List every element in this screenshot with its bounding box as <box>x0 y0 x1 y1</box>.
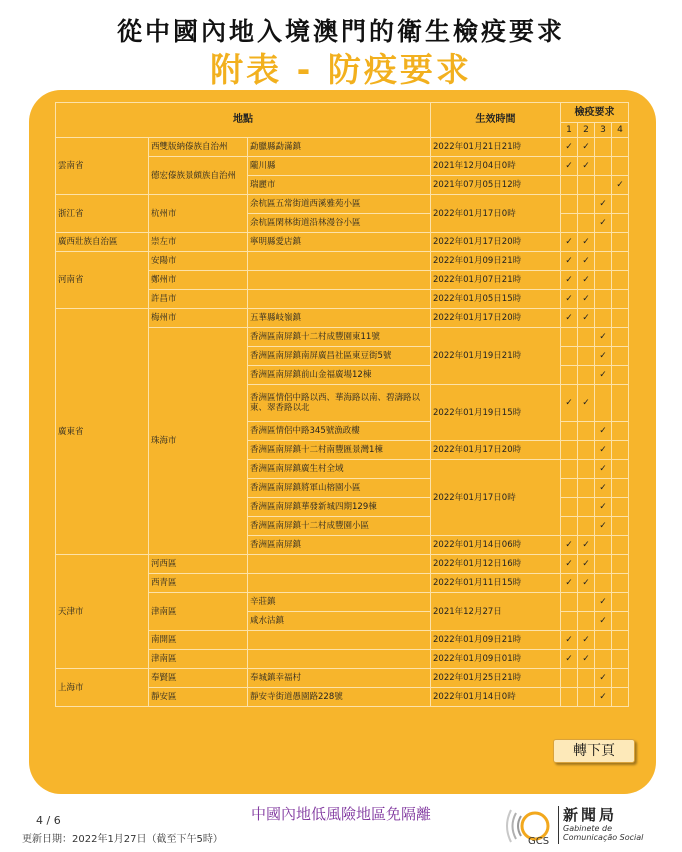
area-cell <box>248 555 431 574</box>
logo-divider <box>558 806 559 844</box>
check-cell <box>578 498 595 517</box>
check-cell <box>561 195 578 214</box>
logo-portuguese-name <box>563 824 643 842</box>
check-cell <box>595 290 612 309</box>
time-cell: 2022年01月09日21時 <box>431 252 561 271</box>
logo-pt-line-1: Gabinete de <box>563 824 612 833</box>
check-cell: ✓ <box>595 669 612 688</box>
area-cell: 香洲區南屏鎮華發新城四期129棟 <box>248 498 431 517</box>
page-number: 4 / 6 <box>36 814 61 827</box>
check-cell <box>612 347 629 366</box>
time-cell: 2022年01月19日21時 <box>431 328 561 385</box>
province-cell: 雲南省 <box>56 138 149 195</box>
check-cell: ✓ <box>595 593 612 612</box>
table-row <box>56 138 629 157</box>
check-cell <box>561 366 578 385</box>
check-cell <box>561 347 578 366</box>
check-cell <box>578 328 595 347</box>
header-place: 地點 <box>56 103 431 138</box>
check-cell <box>561 688 578 707</box>
check-cell: ✓ <box>595 347 612 366</box>
area-cell: 奉城鎮幸福村 <box>248 669 431 688</box>
check-cell <box>578 176 595 195</box>
city-cell: 安陽市 <box>149 252 248 271</box>
check-cell <box>612 631 629 650</box>
check-cell: ✓ <box>578 233 595 252</box>
city-cell: 西青區 <box>149 574 248 593</box>
check-cell <box>578 593 595 612</box>
check-cell <box>595 650 612 669</box>
table-row <box>56 252 629 271</box>
header-req-2: 2 <box>578 123 595 138</box>
check-cell: ✓ <box>595 479 612 498</box>
check-cell <box>612 479 629 498</box>
check-cell <box>612 555 629 574</box>
check-cell <box>612 233 629 252</box>
time-cell: 2021年12月04日0時 <box>431 157 561 176</box>
area-cell: 余杭區五常街道西溪雅苑小區 <box>248 195 431 214</box>
header-req-3: 3 <box>595 123 612 138</box>
check-cell <box>595 176 612 195</box>
area-cell: 香洲區南屏鎮十二村南豐匯景灣1棟 <box>248 441 431 460</box>
area-cell: 咸水沽鎮 <box>248 612 431 631</box>
header-req-4: 4 <box>612 123 629 138</box>
logo-chinese-name: 新聞局 <box>563 806 618 824</box>
check-cell: ✓ <box>578 385 595 422</box>
city-cell: 奉賢區 <box>149 669 248 688</box>
check-cell <box>561 214 578 233</box>
check-cell: ✓ <box>578 555 595 574</box>
next-page-button[interactable]: 轉下頁 <box>553 739 635 763</box>
check-cell <box>612 593 629 612</box>
check-cell: ✓ <box>578 631 595 650</box>
check-cell <box>612 612 629 631</box>
check-cell: ✓ <box>561 138 578 157</box>
check-cell <box>612 271 629 290</box>
check-cell <box>578 214 595 233</box>
province-cell: 廣西壯族自治區 <box>56 233 149 252</box>
check-cell <box>595 385 612 422</box>
time-cell: 2022年01月12日16時 <box>431 555 561 574</box>
city-cell: 許昌市 <box>149 290 248 309</box>
check-cell <box>612 328 629 347</box>
check-cell <box>578 688 595 707</box>
area-cell: 瑞麗市 <box>248 176 431 195</box>
area-cell <box>248 631 431 650</box>
time-cell: 2022年01月09日01時 <box>431 650 561 669</box>
check-cell <box>612 309 629 328</box>
check-cell <box>578 347 595 366</box>
check-cell <box>612 669 629 688</box>
area-cell: 靜安寺街道愚園路228號 <box>248 688 431 707</box>
check-cell <box>578 195 595 214</box>
area-cell <box>248 290 431 309</box>
area-cell <box>248 252 431 271</box>
header-time: 生效時間 <box>431 103 561 138</box>
check-cell <box>561 517 578 536</box>
check-cell: ✓ <box>578 650 595 669</box>
check-cell: ✓ <box>578 536 595 555</box>
time-cell: 2022年01月17日0時 <box>431 195 561 233</box>
svg-text:GCS: GCS <box>528 836 550 847</box>
check-cell: ✓ <box>561 271 578 290</box>
table-row <box>56 195 629 214</box>
time-cell: 2022年01月17日20時 <box>431 309 561 328</box>
check-cell <box>578 366 595 385</box>
check-cell: ✓ <box>578 574 595 593</box>
province-cell: 河南省 <box>56 252 149 309</box>
table-row <box>56 555 629 574</box>
area-cell: 勐臘縣勐滿鎮 <box>248 138 431 157</box>
check-cell: ✓ <box>578 138 595 157</box>
check-cell <box>578 441 595 460</box>
time-cell: 2022年01月05日15時 <box>431 290 561 309</box>
area-cell: 辛莊鎮 <box>248 593 431 612</box>
gcs-logo-icon <box>503 804 555 848</box>
page-subtitle: 附表 - 防疫要求 <box>210 50 472 89</box>
check-cell <box>578 612 595 631</box>
check-cell <box>595 233 612 252</box>
area-cell: 五華縣岐嶺鎮 <box>248 309 431 328</box>
footer-text: 中國內地低風險地區免隔離 <box>250 805 431 823</box>
province-cell: 天津市 <box>56 555 149 669</box>
check-cell <box>612 517 629 536</box>
check-cell: ✓ <box>595 460 612 479</box>
area-cell: 香洲區南屏鎮十二村成豐園東11號 <box>248 328 431 347</box>
check-cell: ✓ <box>595 422 612 441</box>
check-cell <box>612 366 629 385</box>
check-cell <box>595 631 612 650</box>
check-cell: ✓ <box>595 328 612 347</box>
check-cell: ✓ <box>595 612 612 631</box>
time-cell: 2022年01月11日15時 <box>431 574 561 593</box>
province-cell: 浙江省 <box>56 195 149 233</box>
city-cell: 靜安區 <box>149 688 248 707</box>
check-cell: ✓ <box>595 195 612 214</box>
city-cell: 崇左市 <box>149 233 248 252</box>
time-cell: 2022年01月19日15時 <box>431 385 561 441</box>
check-cell <box>612 290 629 309</box>
check-cell: ✓ <box>561 290 578 309</box>
check-cell <box>561 498 578 517</box>
area-cell: 寧明縣愛店鎮 <box>248 233 431 252</box>
city-cell: 津南區 <box>149 593 248 631</box>
check-cell: ✓ <box>595 688 612 707</box>
check-cell <box>561 441 578 460</box>
area-cell: 香洲區南屏鎮十二村成豐園小區 <box>248 517 431 536</box>
time-cell: 2022年01月09日21時 <box>431 631 561 650</box>
check-cell <box>561 479 578 498</box>
area-cell: 香洲區情侶中路以西、華海路以南、碧濤路以東、翠香路以北 <box>248 385 431 422</box>
check-cell: ✓ <box>595 214 612 233</box>
check-cell <box>595 252 612 271</box>
area-cell: 香洲區南屏鎮 <box>248 536 431 555</box>
check-cell <box>595 574 612 593</box>
check-cell: ✓ <box>578 252 595 271</box>
logo-pt-line-2: Comunicação Social <box>563 833 644 842</box>
area-cell: 香洲區南屏鎮將軍山榕園小區 <box>248 479 431 498</box>
page-title: 從中國內地入境澳門的衛生檢疫要求 <box>116 17 565 46</box>
area-cell <box>248 574 431 593</box>
check-cell <box>612 650 629 669</box>
check-cell <box>595 536 612 555</box>
check-cell: ✓ <box>595 498 612 517</box>
table-row <box>56 309 629 328</box>
check-cell <box>578 669 595 688</box>
check-cell <box>578 422 595 441</box>
check-cell <box>612 138 629 157</box>
city-cell: 津南區 <box>149 650 248 669</box>
check-cell: ✓ <box>561 574 578 593</box>
check-cell <box>612 385 629 422</box>
area-cell <box>248 650 431 669</box>
city-cell: 德宏傣族景頗族自治州 <box>149 157 248 195</box>
time-cell: 2022年01月17日20時 <box>431 233 561 252</box>
check-cell: ✓ <box>561 252 578 271</box>
area-cell: 香洲區南屏鎮前山金福廣場12棟 <box>248 366 431 385</box>
check-cell: ✓ <box>561 157 578 176</box>
check-cell <box>612 441 629 460</box>
time-cell: 2022年01月07日21時 <box>431 271 561 290</box>
time-cell: 2021年12月27日 <box>431 593 561 631</box>
check-cell <box>561 328 578 347</box>
area-cell <box>248 271 431 290</box>
table-row <box>56 233 629 252</box>
check-cell: ✓ <box>561 536 578 555</box>
check-cell <box>595 309 612 328</box>
time-cell: 2022年01月14日06時 <box>431 536 561 555</box>
gcs-logo <box>503 802 673 846</box>
check-cell <box>612 157 629 176</box>
check-cell <box>612 688 629 707</box>
city-cell: 南開區 <box>149 631 248 650</box>
check-cell <box>612 498 629 517</box>
check-cell: ✓ <box>578 271 595 290</box>
check-cell: ✓ <box>578 157 595 176</box>
time-cell: 2022年01月14日0時 <box>431 688 561 707</box>
check-cell: ✓ <box>578 290 595 309</box>
check-cell: ✓ <box>561 555 578 574</box>
province-cell: 廣東省 <box>56 309 149 555</box>
check-cell <box>612 536 629 555</box>
check-cell <box>612 574 629 593</box>
check-cell <box>561 422 578 441</box>
area-cell: 隴川縣 <box>248 157 431 176</box>
province-cell: 上海市 <box>56 669 149 707</box>
time-cell: 2022年01月21日21時 <box>431 138 561 157</box>
check-cell <box>612 422 629 441</box>
check-cell <box>578 460 595 479</box>
check-cell <box>561 593 578 612</box>
check-cell <box>595 555 612 574</box>
city-cell: 梅州市 <box>149 309 248 328</box>
time-cell: 2022年01月17日20時 <box>431 441 561 460</box>
requirements-table <box>55 102 629 707</box>
city-cell: 鄭州市 <box>149 271 248 290</box>
update-date: 更新日期：2022年1月27日（截至下午5時） <box>22 834 223 845</box>
check-cell: ✓ <box>561 631 578 650</box>
city-cell: 河西區 <box>149 555 248 574</box>
check-cell: ✓ <box>578 309 595 328</box>
area-cell: 香洲區情侶中路345號漁政樓 <box>248 422 431 441</box>
check-cell <box>561 176 578 195</box>
city-cell: 西雙版納傣族自治州 <box>149 138 248 157</box>
check-cell <box>595 271 612 290</box>
check-cell <box>561 612 578 631</box>
check-cell: ✓ <box>612 176 629 195</box>
check-cell <box>595 138 612 157</box>
check-cell: ✓ <box>561 309 578 328</box>
header-req-1: 1 <box>561 123 578 138</box>
area-cell: 香洲區南屏鎮南屏廣昌社區東豆街5號 <box>248 347 431 366</box>
check-cell: ✓ <box>595 517 612 536</box>
check-cell <box>578 479 595 498</box>
check-cell: ✓ <box>561 385 578 422</box>
city-cell: 珠海市 <box>149 328 248 555</box>
header-requirements: 檢疫要求 <box>561 103 629 123</box>
check-cell: ✓ <box>561 233 578 252</box>
check-cell <box>612 195 629 214</box>
check-cell <box>578 517 595 536</box>
area-cell: 香洲區南屏鎮廣生村全域 <box>248 460 431 479</box>
check-cell: ✓ <box>595 366 612 385</box>
check-cell <box>595 157 612 176</box>
check-cell: ✓ <box>561 650 578 669</box>
check-cell <box>612 460 629 479</box>
city-cell: 杭州市 <box>149 195 248 233</box>
check-cell <box>612 252 629 271</box>
time-cell: 2021年07月05日12時 <box>431 176 561 195</box>
check-cell <box>561 460 578 479</box>
area-cell: 余杭區閑林街道沿林漫谷小區 <box>248 214 431 233</box>
check-cell: ✓ <box>595 441 612 460</box>
table-row <box>56 669 629 688</box>
check-cell <box>612 214 629 233</box>
check-cell <box>561 669 578 688</box>
time-cell: 2022年01月17日0時 <box>431 460 561 536</box>
time-cell: 2022年01月25日21時 <box>431 669 561 688</box>
